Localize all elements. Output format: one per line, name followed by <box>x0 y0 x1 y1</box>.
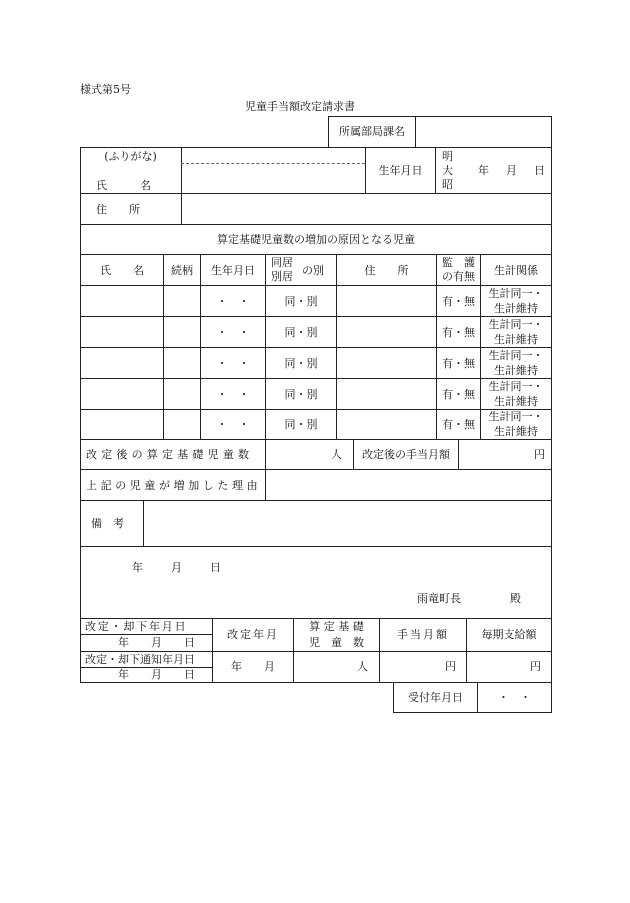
child-cohabit-choice[interactable]: 同・別 <box>284 418 318 431</box>
child-livelihood-choice-2[interactable]: 生計維持 <box>494 302 538 315</box>
name-field[interactable] <box>182 165 365 193</box>
applicant-birth-ymd[interactable]: 年 月 日 <box>478 164 548 177</box>
child-birth-dots[interactable]: ・ ・ <box>216 418 250 431</box>
reason-label: 上記の児童が増加した理由 <box>86 479 262 492</box>
revision-month-value[interactable]: 年 月 <box>231 660 275 673</box>
child-custody-choice[interactable]: 有・無 <box>442 388 475 401</box>
child-livelihood-choice-1[interactable]: 生計同一・ <box>488 318 544 331</box>
era-taisho[interactable]: 大 <box>442 164 453 177</box>
furigana-label: (ふりがな) <box>104 150 157 163</box>
remarks-field[interactable] <box>144 501 551 546</box>
address-field[interactable] <box>182 194 551 224</box>
basis-count-unit: 人 <box>357 660 368 673</box>
reason-field[interactable] <box>266 470 551 500</box>
revision-month-label: 改定年月 <box>227 628 279 641</box>
child-birth-dots[interactable]: ・ ・ <box>216 326 250 339</box>
child-livelihood-choice-1[interactable]: 生計同一・ <box>488 349 544 362</box>
child-custody-header-2: の有無 <box>442 270 475 283</box>
honorific: 殿 <box>510 592 521 605</box>
revised-allowance-label: 改定後の手当月額 <box>362 448 450 461</box>
child-custody-choice[interactable]: 有・無 <box>442 295 475 308</box>
child-cohabit-header-2: 別居 <box>271 270 293 283</box>
basis-count-label-2: 児 童 数 <box>309 636 364 649</box>
revised-count-label: 改定後の算定基礎児童数 <box>86 448 254 461</box>
child-cohabit-choice[interactable]: 同・別 <box>284 388 318 401</box>
child-custody-header-1: 監 護 <box>442 256 475 269</box>
era-showa[interactable]: 昭 <box>442 178 453 191</box>
child-custody-choice[interactable]: 有・無 <box>442 326 475 339</box>
period-payment-unit: 円 <box>530 660 541 673</box>
child-custody-choice[interactable]: 有・無 <box>442 357 475 370</box>
form-number: 様式第5号 <box>80 83 131 96</box>
children-section-title: 算定基礎児童数の増加の原因となる児童 <box>217 233 415 246</box>
child-livelihood-choice-2[interactable]: 生計維持 <box>494 364 538 377</box>
child-cohabit-choice[interactable]: 同・別 <box>284 295 318 308</box>
dept-label: 所属部局課名 <box>339 125 405 138</box>
monthly-amount-unit: 円 <box>445 660 456 673</box>
child-cohabit-choice[interactable]: 同・別 <box>284 357 318 370</box>
period-payment-label: 毎期支給額 <box>481 628 537 641</box>
remarks-label: 備 考 <box>91 517 124 530</box>
receipt-date-label: 受付年月日 <box>408 691 463 704</box>
child-custody-choice[interactable]: 有・無 <box>442 418 475 431</box>
child-livelihood-choice-2[interactable]: 生計維持 <box>494 395 538 408</box>
addressee: 雨竜町長 <box>417 592 461 605</box>
child-livelihood-choice-1[interactable]: 生計同一・ <box>488 287 544 300</box>
child-birth-dots[interactable]: ・ ・ <box>216 357 250 370</box>
child-livelihood-choice-1[interactable]: 生計同一・ <box>488 380 544 393</box>
application-date[interactable]: 年 月 日 <box>132 561 223 574</box>
revised-count-unit: 人 <box>331 448 342 461</box>
era-meiji[interactable]: 明 <box>442 150 453 163</box>
child-livelihood-choice-2[interactable]: 生計維持 <box>494 333 538 346</box>
monthly-amount-label: 手当月額 <box>397 628 449 641</box>
child-cohabit-header-suffix: の別 <box>302 264 324 277</box>
notice-date-label: 改定・却下通知年月日 <box>85 653 195 666</box>
child-livelihood-choice-2[interactable]: 生計維持 <box>494 425 538 438</box>
dept-field[interactable] <box>416 117 551 147</box>
child-birth-header: 生年月日 <box>211 264 255 277</box>
page-title: 児童手当額改定請求書 <box>245 100 355 113</box>
decision-date-label: 改定・却下年月日 <box>85 620 188 633</box>
furigana-field[interactable] <box>182 148 365 163</box>
birth-label: 生年月日 <box>378 164 423 177</box>
revised-allowance-unit: 円 <box>534 448 545 461</box>
receipt-date-value[interactable]: ・ ・ <box>498 691 531 704</box>
child-cohabit-choice[interactable]: 同・別 <box>284 326 318 339</box>
child-birth-dots[interactable]: ・ ・ <box>216 295 250 308</box>
child-cohabit-header-1: 同居 <box>271 256 293 269</box>
child-birth-dots[interactable]: ・ ・ <box>216 388 250 401</box>
child-name-header: 氏 名 <box>100 264 144 277</box>
basis-count-label-1: 算 定 基 礎 <box>309 620 364 633</box>
decision-date-ymd[interactable]: 年 月 日 <box>118 636 195 649</box>
child-livelihood-header: 生計関係 <box>494 264 538 277</box>
address-label: 住 所 <box>96 203 140 216</box>
child-livelihood-choice-1[interactable]: 生計同一・ <box>488 410 544 423</box>
name-label: 氏 名 <box>96 179 151 192</box>
child-address-header: 住 所 <box>364 264 409 277</box>
child-relation-header: 続柄 <box>171 264 193 277</box>
notice-date-ymd[interactable]: 年 月 日 <box>118 668 195 681</box>
